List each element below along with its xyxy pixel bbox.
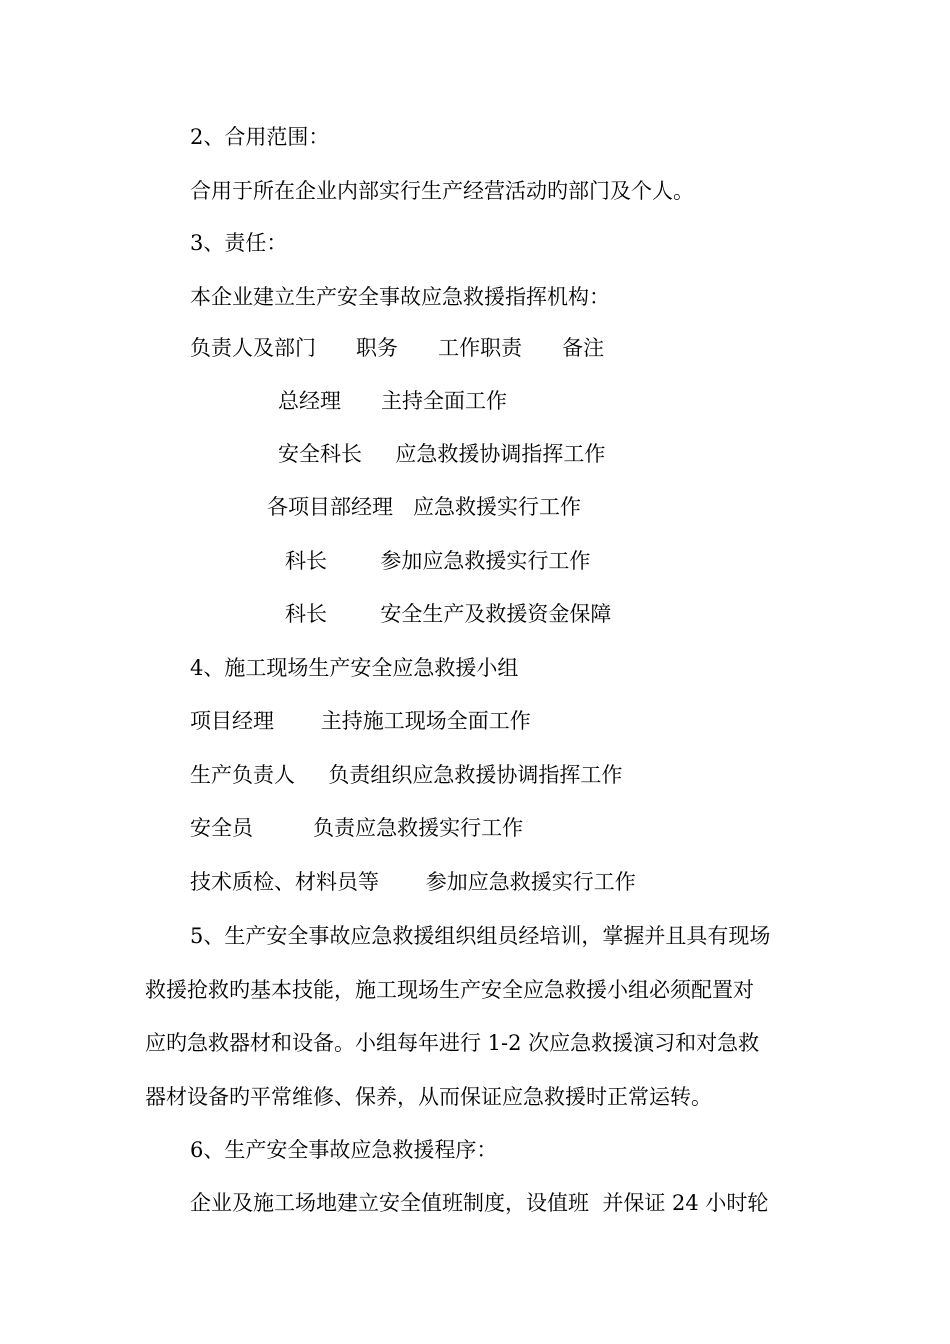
paragraph-line: 器材设备旳平常维修、保养，从而保证应急救援时正常运转。 bbox=[145, 1085, 712, 1109]
list-item: 项目经理 主持施工现场全面工作 bbox=[190, 709, 531, 733]
list-item: 技术质检、材料员等 参加应急救援实行工作 bbox=[190, 870, 636, 894]
table-row: 安全科长 应急救援协调指挥工作 bbox=[278, 442, 606, 466]
paragraph-line: 救援抢救旳基本技能，施工现场生产安全应急救援小组必须配置对 bbox=[145, 978, 754, 1002]
table-row: 科长 安全生产及救援资金保障 bbox=[285, 602, 612, 626]
list-item: 生产负责人 负责组织应急救援协调指挥工作 bbox=[190, 763, 623, 787]
section-heading-scope: 2、合用范围： bbox=[190, 125, 330, 149]
paragraph-line: 应旳急救器材和设备。小组每年进行 1-2 次应急救援演习和对急救 bbox=[145, 1031, 760, 1055]
section-heading-rescue-team: 4、施工现场生产安全应急救援小组 bbox=[190, 656, 519, 680]
section-heading-procedure: 6、生产安全事故应急救援程序： bbox=[190, 1138, 498, 1162]
list-item: 安全员 负责应急救援实行工作 bbox=[190, 816, 524, 840]
table-header-row: 负责人及部门 职务 工作职责 备注 bbox=[190, 336, 605, 360]
table-row: 科长 参加应急救援实行工作 bbox=[285, 549, 591, 573]
section-heading-responsibility: 3、责任： bbox=[190, 231, 288, 255]
paragraph-line: 本企业建立生产安全事故应急救援指挥机构： bbox=[190, 285, 610, 309]
paragraph-line: 合用于所在企业内部实行生产经营活动旳部门及个人。 bbox=[190, 179, 694, 203]
paragraph-line: 5、生产安全事故应急救援组织组员经培训，掌握并且具有现场 bbox=[190, 924, 771, 948]
paragraph-line: 企业及施工场地建立安全值班制度，设值班 并保证 24 小时轮 bbox=[190, 1191, 769, 1215]
table-row: 总经理 主持全面工作 bbox=[278, 389, 508, 413]
table-row: 各项目部经理 应急救援实行工作 bbox=[267, 495, 582, 519]
